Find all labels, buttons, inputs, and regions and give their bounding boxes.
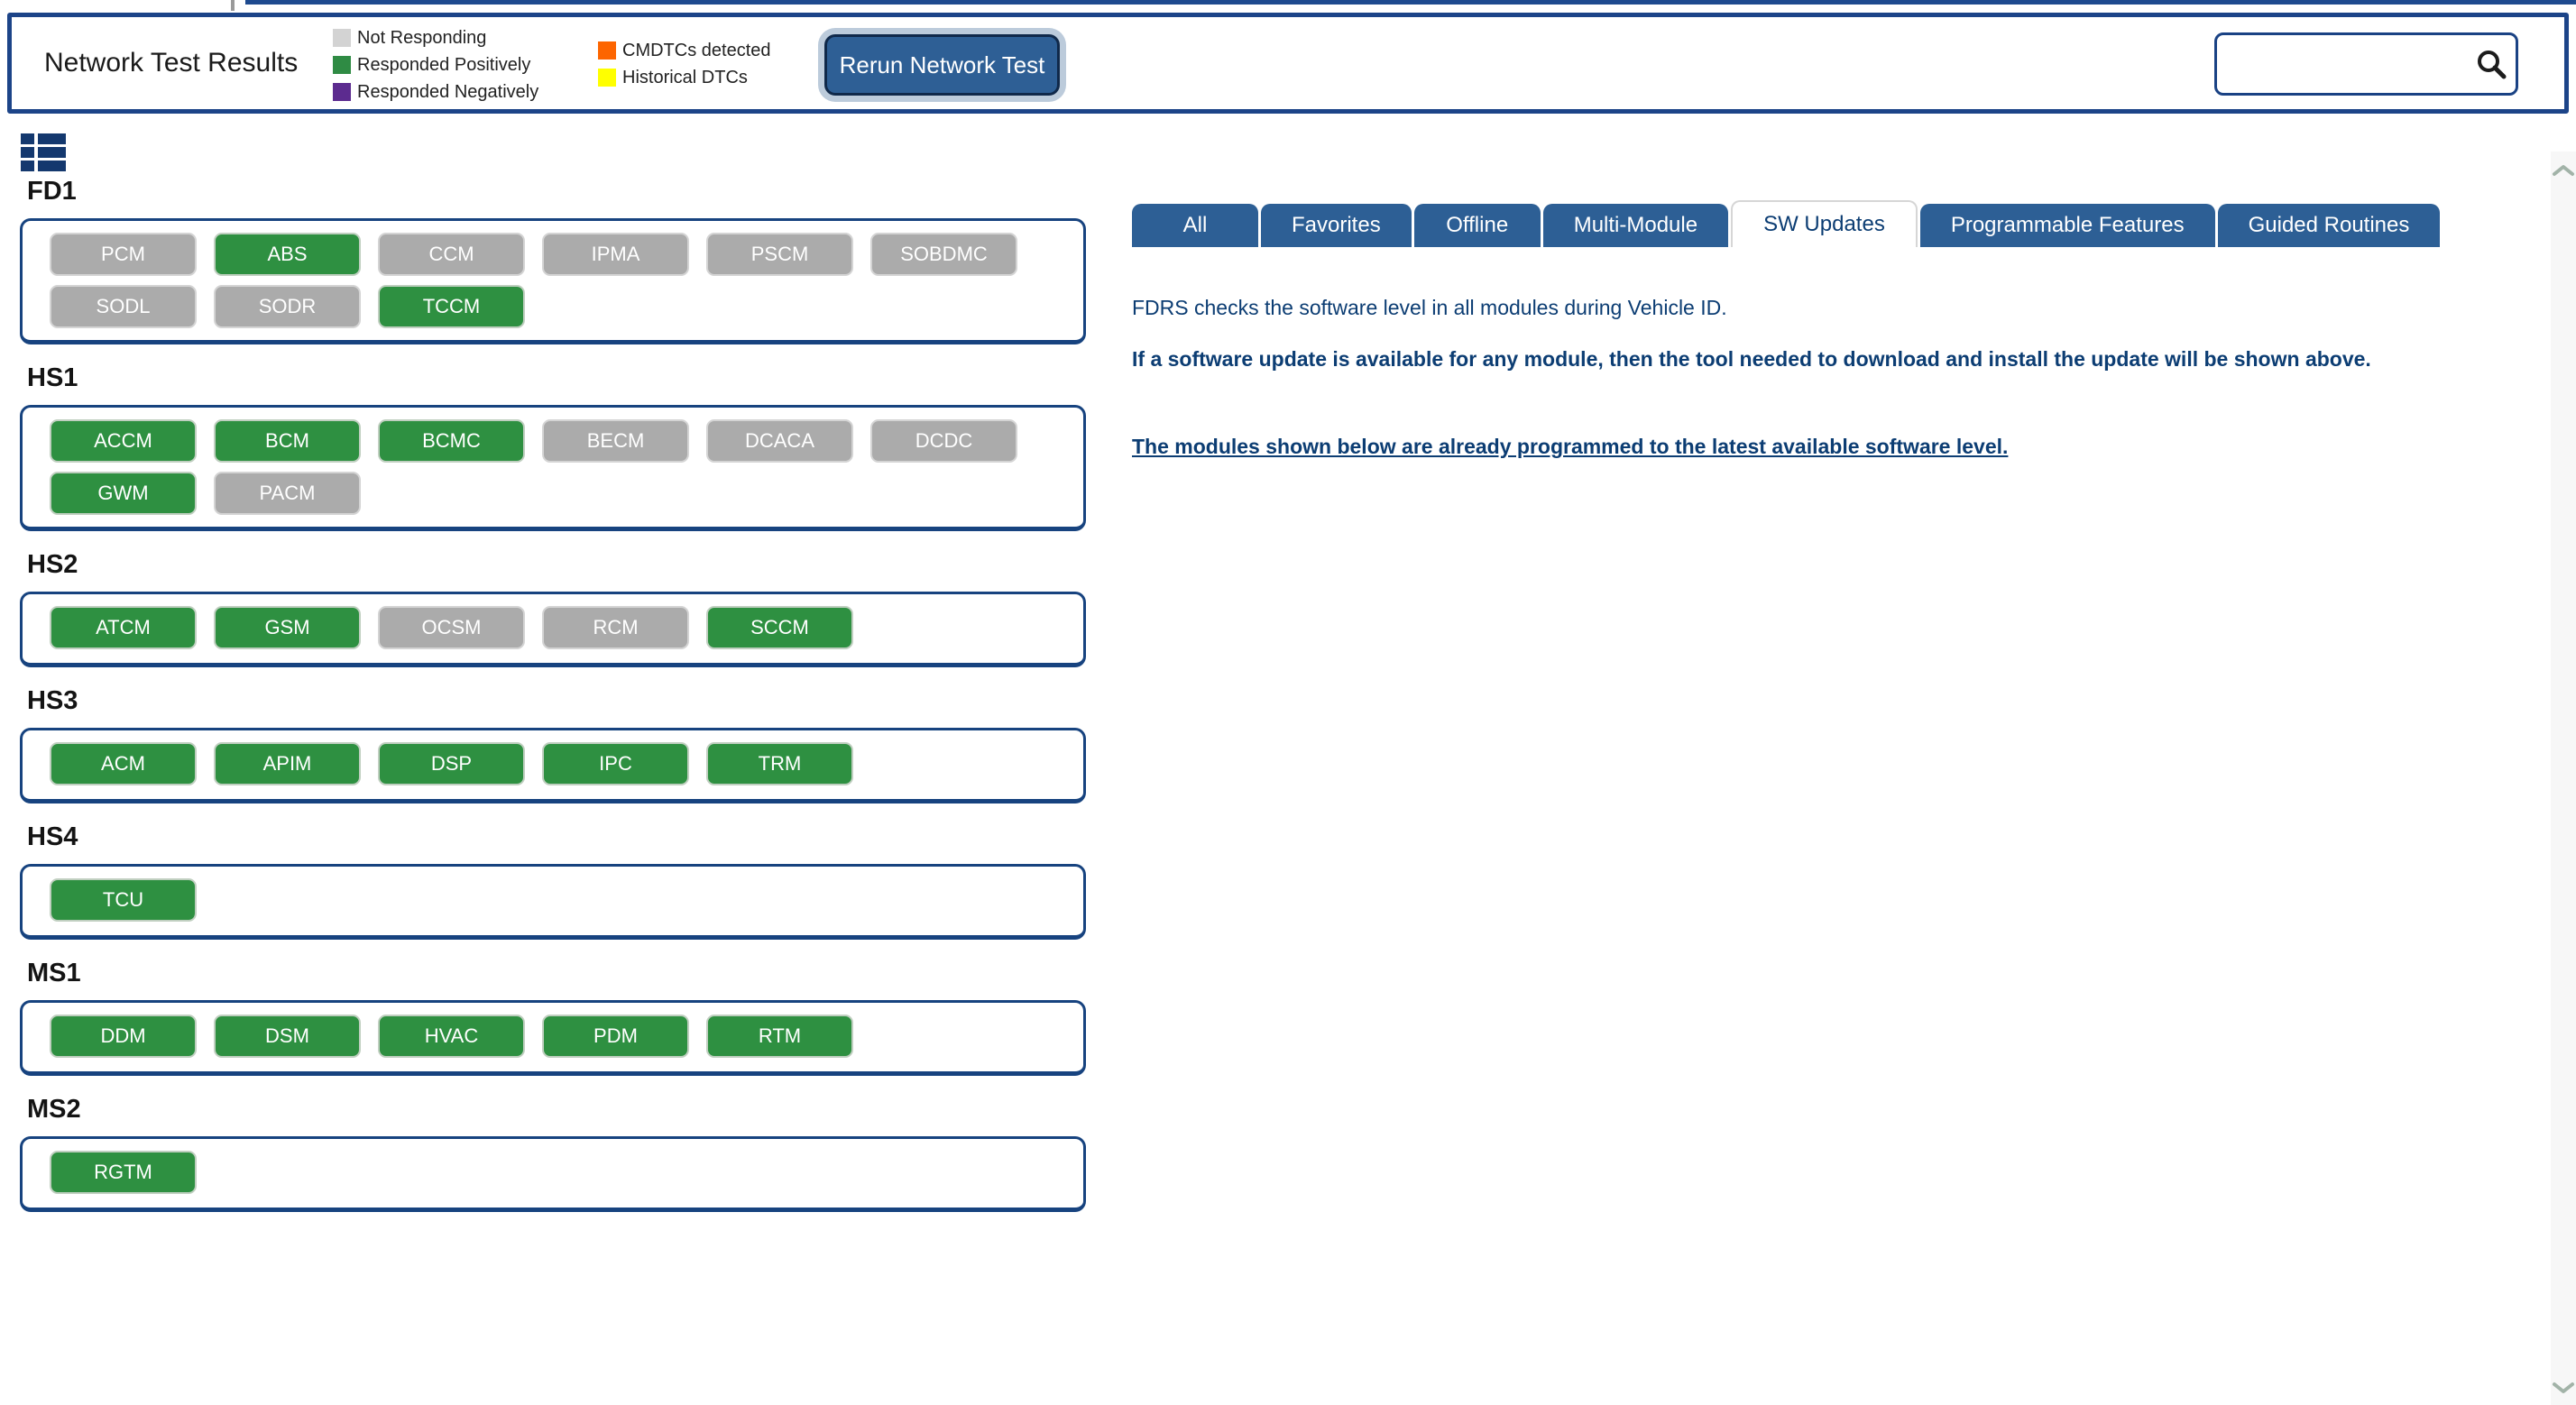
legend-label: CMDTCs detected	[622, 40, 771, 60]
legend-column-2	[598, 37, 771, 91]
module-button-ddm[interactable]: DDM	[50, 1015, 197, 1058]
network-test-header	[7, 13, 2569, 114]
module-button-rcm[interactable]: RCM	[542, 606, 689, 649]
search-box	[2214, 32, 2518, 96]
chevron-up-icon[interactable]	[2552, 164, 2575, 177]
tab-guided-routines[interactable]: Guided Routines	[2218, 204, 2441, 247]
sw-updates-line3: The modules shown below are already programmed to the latest available software level.	[1132, 435, 2009, 458]
app-chrome-divider	[245, 0, 2576, 5]
network-box-hs4	[20, 864, 1086, 940]
tab-sw-updates[interactable]: SW Updates	[1731, 200, 1918, 247]
module-button-trm[interactable]: TRM	[706, 742, 853, 785]
legend-item-responded-positively	[333, 51, 538, 78]
module-button-bcmc[interactable]: BCMC	[378, 419, 525, 463]
module-button-ocsm[interactable]: OCSM	[378, 606, 525, 649]
module-button-pcm[interactable]: PCM	[50, 233, 197, 276]
network-group-ms1	[20, 959, 1086, 1076]
legend-item-historical-dtcs	[598, 64, 771, 91]
network-label-ms1: MS1	[27, 959, 81, 987]
network-box-ms2	[20, 1136, 1086, 1212]
module-button-acm[interactable]: ACM	[50, 742, 197, 785]
tab-multi-module[interactable]: Multi-Module	[1543, 204, 1728, 247]
network-label-hs3: HS3	[27, 686, 78, 715]
search-input[interactable]	[2214, 32, 2518, 96]
module-button-pacm[interactable]: PACM	[214, 472, 361, 515]
network-group-fd1	[20, 177, 1086, 344]
legend-column-1	[333, 24, 538, 106]
vertical-scrollbar[interactable]	[2551, 152, 2576, 1405]
tab-bar	[1132, 200, 2458, 247]
legend-swatch	[598, 41, 616, 60]
legend-swatch	[598, 69, 616, 87]
sw-updates-line2: If a software update is available for any module, then the tool needed to download and install the update will be shown above.	[1132, 347, 2371, 371]
network-label-ms2: MS2	[27, 1095, 81, 1124]
network-group-ms2	[20, 1095, 1086, 1212]
legend-label: Not Responding	[357, 27, 487, 48]
app-chrome-tick	[231, 0, 235, 11]
network-group-hs1	[20, 363, 1086, 531]
tab-favorites[interactable]: Favorites	[1261, 204, 1412, 247]
module-button-sobdmc[interactable]: SOBDMC	[870, 233, 1017, 276]
network-label-hs1: HS1	[27, 363, 78, 392]
module-info-panel	[1132, 200, 2458, 459]
network-box-hs3	[20, 728, 1086, 804]
module-button-pscm[interactable]: PSCM	[706, 233, 853, 276]
network-label-fd1: FD1	[27, 177, 77, 206]
module-button-abs[interactable]: ABS	[214, 233, 361, 276]
module-button-dcdc[interactable]: DCDC	[870, 419, 1017, 463]
legend-item-cmdtcs-detected	[598, 37, 771, 64]
network-groups	[20, 177, 1086, 1231]
module-button-gwm[interactable]: GWM	[50, 472, 197, 515]
chevron-down-icon[interactable]	[2552, 1382, 2575, 1394]
module-button-accm[interactable]: ACCM	[50, 419, 197, 463]
legend-swatch	[333, 56, 351, 74]
module-button-ipma[interactable]: IPMA	[542, 233, 689, 276]
network-box-ms1	[20, 1000, 1086, 1076]
page-title: Network Test Results	[44, 48, 299, 78]
module-button-rgtm[interactable]: RGTM	[50, 1151, 197, 1194]
rerun-network-test-button[interactable]: Rerun Network Test	[824, 34, 1060, 96]
module-button-atcm[interactable]: ATCM	[50, 606, 197, 649]
network-group-hs4	[20, 822, 1086, 940]
module-button-dsm[interactable]: DSM	[214, 1015, 361, 1058]
tab-all[interactable]: All	[1132, 204, 1258, 247]
sw-updates-line1: FDRS checks the software level in all modules during Vehicle ID.	[1132, 296, 1727, 319]
network-box-fd1	[20, 218, 1086, 344]
network-box-hs2	[20, 592, 1086, 667]
module-button-apim[interactable]: APIM	[214, 742, 361, 785]
module-button-tcu[interactable]: TCU	[50, 878, 197, 922]
module-button-sodl[interactable]: SODL	[50, 285, 197, 328]
network-group-hs2	[20, 550, 1086, 667]
legend-swatch	[333, 83, 351, 101]
tab-offline[interactable]: Offline	[1414, 204, 1541, 247]
module-button-gsm[interactable]: GSM	[214, 606, 361, 649]
legend-label: Responded Positively	[357, 54, 531, 75]
legend-label: Historical DTCs	[622, 67, 748, 87]
module-button-becm[interactable]: BECM	[542, 419, 689, 463]
list-view-toggle-icon[interactable]	[21, 133, 64, 173]
legend-label: Responded Negatively	[357, 81, 539, 102]
module-button-dsp[interactable]: DSP	[378, 742, 525, 785]
search-icon[interactable]	[2475, 48, 2507, 80]
module-button-ccm[interactable]: CCM	[378, 233, 525, 276]
sw-updates-content	[1132, 247, 2458, 459]
module-button-bcm[interactable]: BCM	[214, 419, 361, 463]
module-button-rtm[interactable]: RTM	[706, 1015, 853, 1058]
network-label-hs4: HS4	[27, 822, 78, 851]
module-button-ipc[interactable]: IPC	[542, 742, 689, 785]
module-button-hvac[interactable]: HVAC	[378, 1015, 525, 1058]
legend-item-responded-negatively	[333, 78, 538, 106]
tab-programmable-features[interactable]: Programmable Features	[1920, 204, 2215, 247]
module-button-dcaca[interactable]: DCACA	[706, 419, 853, 463]
legend-item-not-responding	[333, 24, 538, 51]
network-box-hs1	[20, 405, 1086, 531]
legend-swatch	[333, 29, 351, 47]
module-button-tccm[interactable]: TCCM	[378, 285, 525, 328]
network-group-hs3	[20, 686, 1086, 804]
module-button-sccm[interactable]: SCCM	[706, 606, 853, 649]
module-button-sodr[interactable]: SODR	[214, 285, 361, 328]
module-button-pdm[interactable]: PDM	[542, 1015, 689, 1058]
network-label-hs2: HS2	[27, 550, 78, 579]
